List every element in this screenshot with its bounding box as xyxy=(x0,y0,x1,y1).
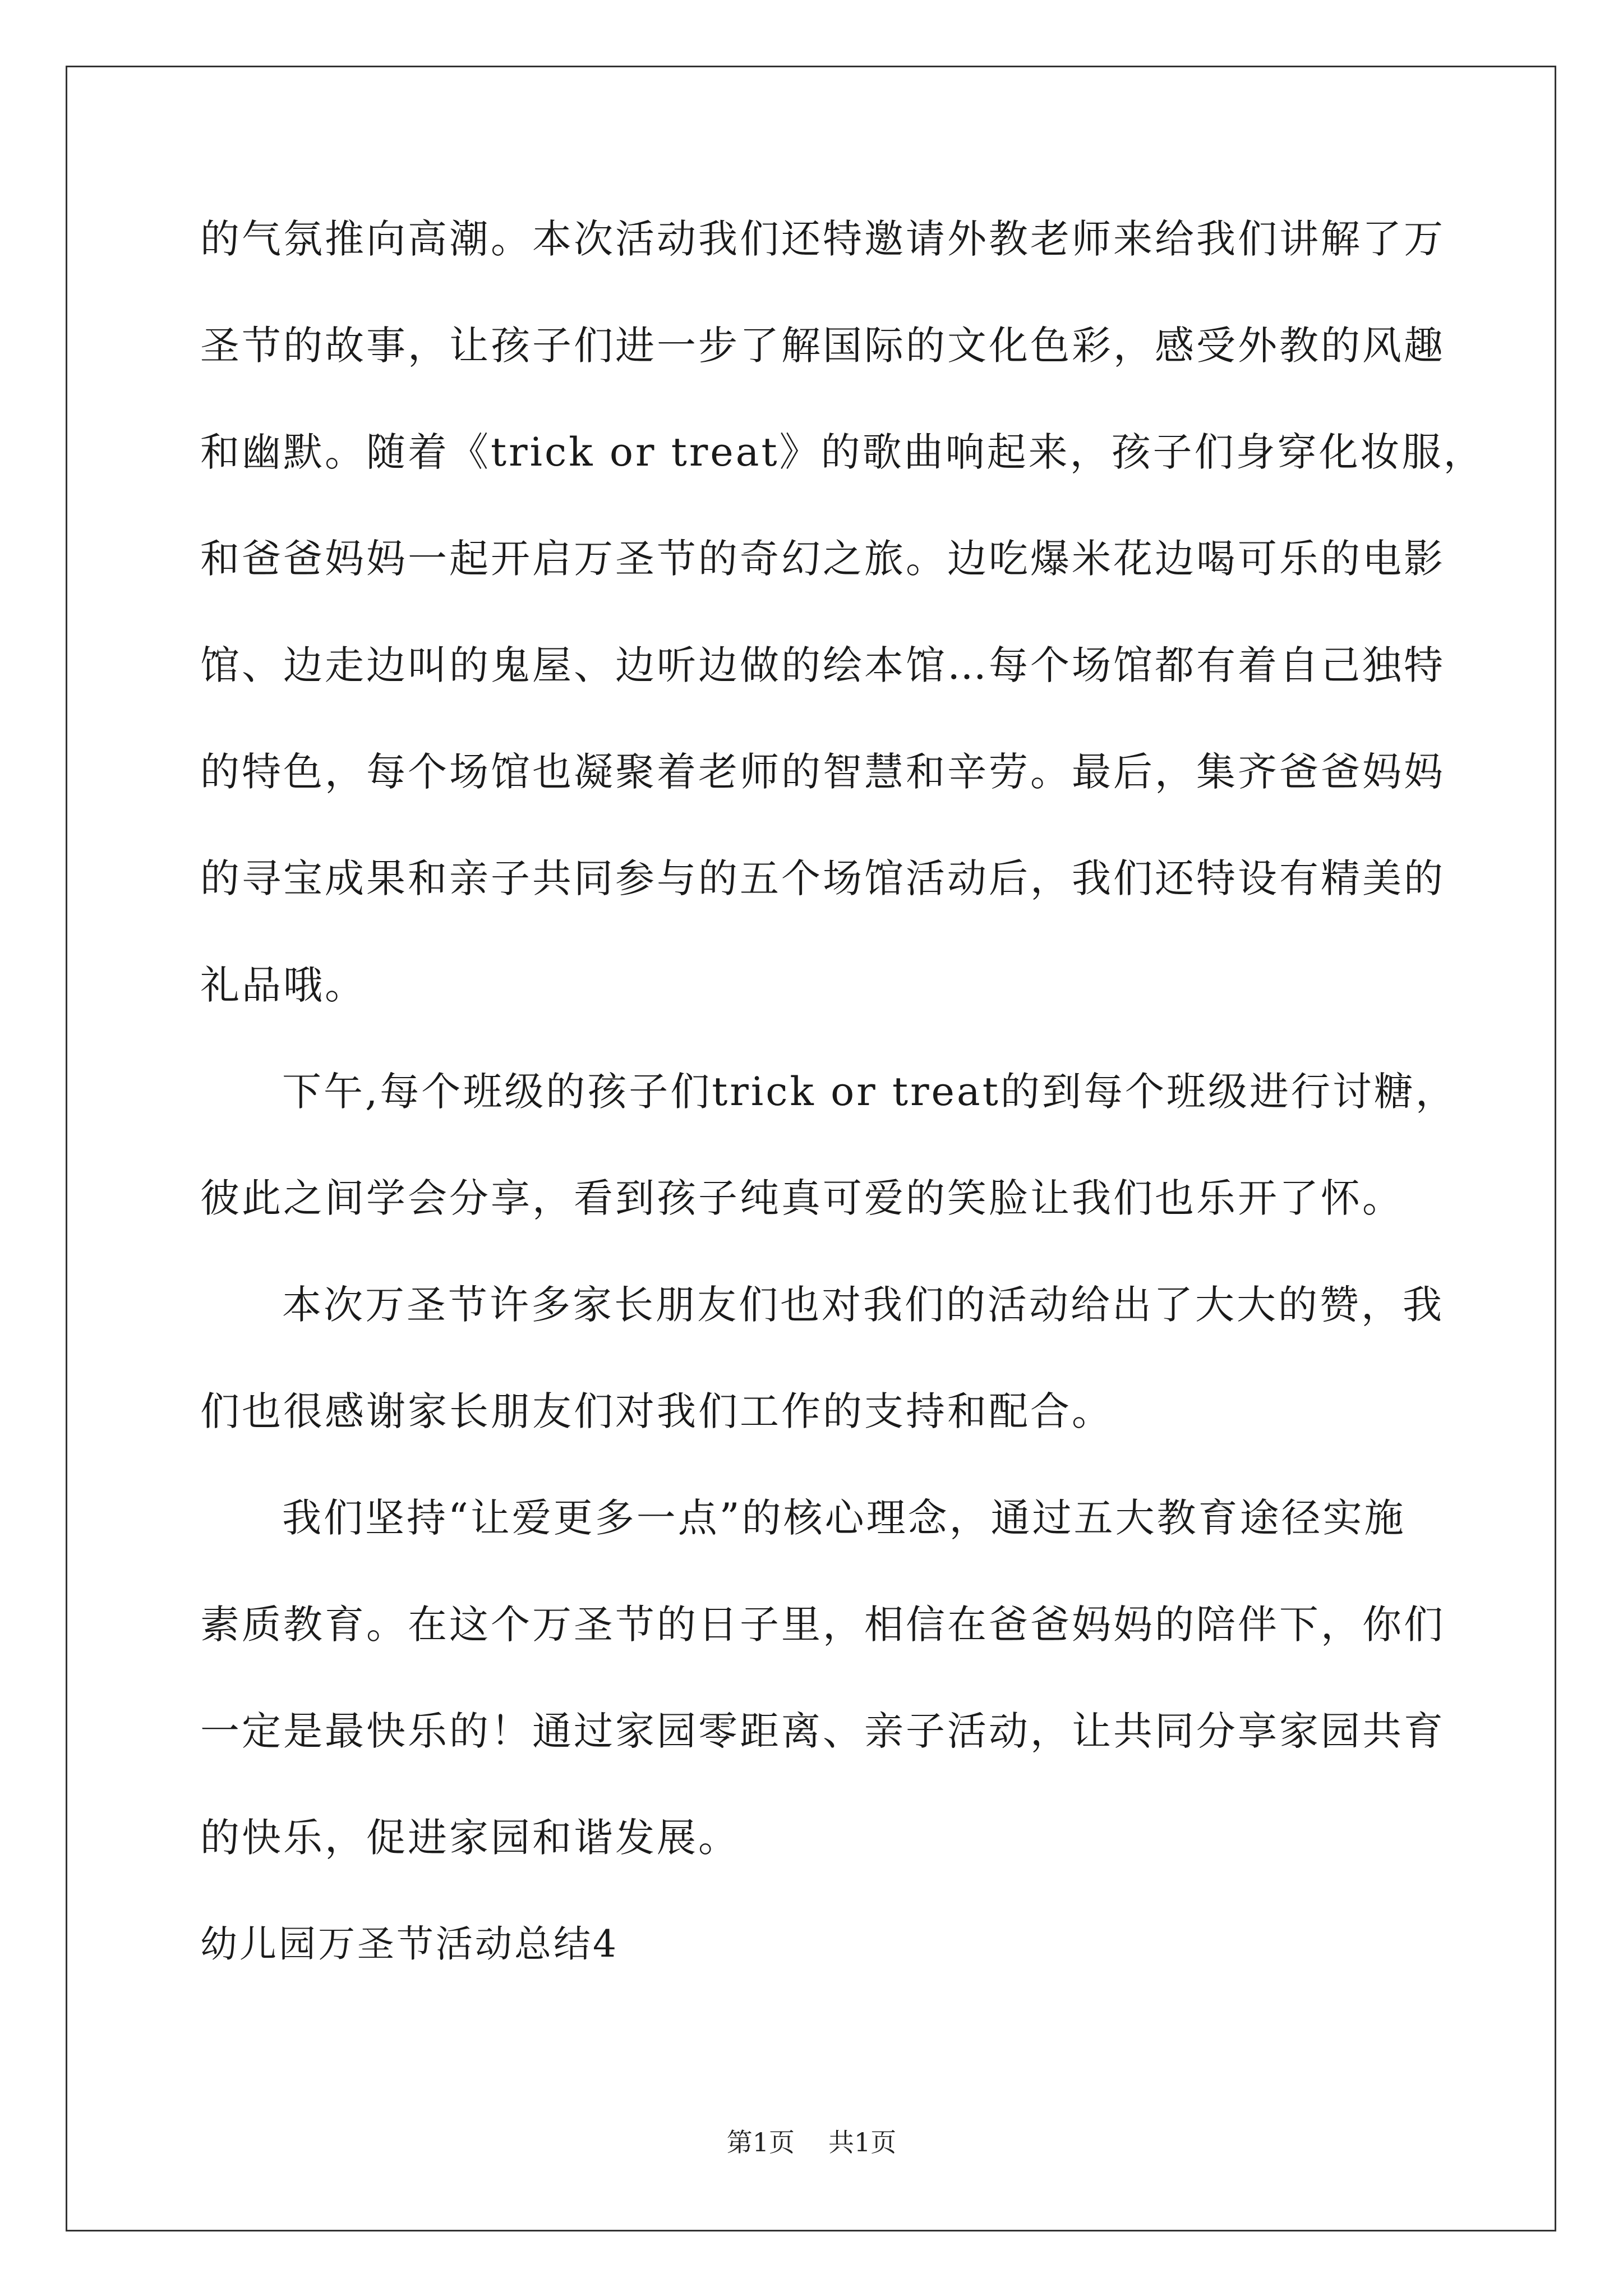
text-line: 和幽默。随着《trick or treat》的歌曲响起来，孩子们身穿化妆服， xyxy=(200,429,1485,475)
page-footer xyxy=(0,2125,1623,2159)
paragraph xyxy=(200,213,1485,1066)
text-line: 馆、边走边叫的鬼屋、边听边做的绘本馆…每个场馆都有着自己独特 xyxy=(200,642,1445,688)
text-line: 的寻宝成果和亲子共同参与的五个场馆活动后，我们还特设有精美的 xyxy=(200,855,1445,901)
text-line: 礼品哦。 xyxy=(200,962,366,1008)
paragraph xyxy=(200,1279,1446,1492)
text-line: 下午,每个班级的孩子们trick or treat的到每个班级进行讨糖， xyxy=(282,1069,1457,1115)
text-line: 的快乐，促进家园和谐发展。 xyxy=(200,1815,740,1861)
text-line: 们也很感谢家长朋友们对我们工作的支持和配合。 xyxy=(200,1388,1113,1434)
text-line: 的特色，每个场馆也凝聚着老师的智慧和辛劳。最后，集齐爸爸妈妈 xyxy=(200,749,1445,795)
paragraph xyxy=(200,1492,1446,1918)
text-line: 我们坚持“让爱更多一点”的核心理念，通过五大教育途径实施 xyxy=(282,1495,1406,1541)
section-heading: 幼儿园万圣节活动总结4 xyxy=(200,1922,619,1966)
document-body xyxy=(200,213,1485,2025)
text-line: 圣节的故事，让孩子们进一步了解国际的文化色彩，感受外教的风趣 xyxy=(200,323,1445,369)
text-line: 一定是最快乐的！通过家园零距离、亲子活动，让共同分享家园共育 xyxy=(200,1708,1445,1754)
text-line: 本次万圣节许多家长朋友们也对我们的活动给出了大大的赞，我 xyxy=(282,1282,1444,1328)
text-line: 的气氛推向高潮。本次活动我们还特邀请外教老师来给我们讲解了万 xyxy=(200,216,1445,262)
text-line: 素质教育。在这个万圣节的日子里，相信在爸爸妈妈的陪伴下，你们 xyxy=(200,1602,1445,1648)
page-number: 第1页 xyxy=(726,2127,795,2157)
text-line: 和爸爸妈妈一起开启万圣节的奇幻之旅。边吃爆米花边喝可乐的电影 xyxy=(200,536,1445,582)
text-line: 彼此之间学会分享，看到孩子纯真可爱的笑脸让我们也乐开了怀。 xyxy=(200,1175,1404,1221)
page-total: 共1页 xyxy=(828,2127,897,2157)
paragraph xyxy=(200,1066,1457,1279)
